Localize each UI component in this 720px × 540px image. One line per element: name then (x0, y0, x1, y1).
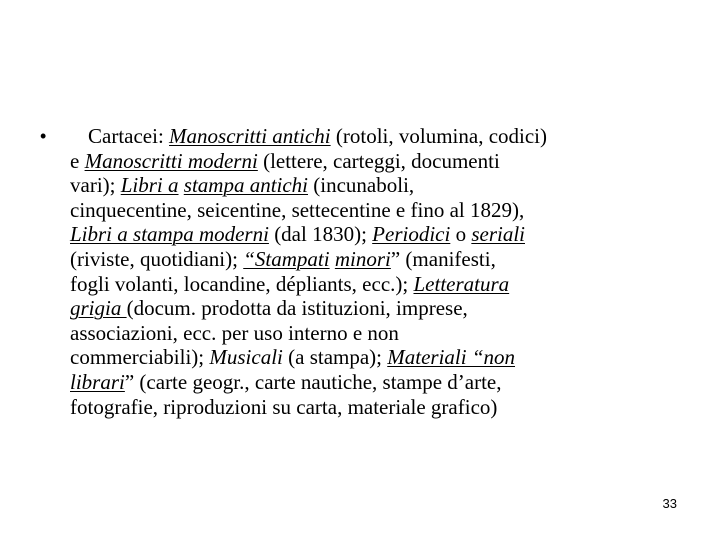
bullet-lines (40, 124, 680, 419)
text-segment: Libri a (120, 173, 179, 198)
text-segment: fogli volanti, locandine, dépliants, ecc.); (70, 271, 414, 296)
text-segment: o (450, 222, 472, 247)
text-segment: (lettere, carteggi, documenti (257, 148, 500, 173)
text-segment: stampa antichi (183, 173, 309, 198)
text-segment: e (70, 148, 85, 173)
text-line (40, 272, 680, 297)
text-segment: Manoscritti moderni (84, 148, 258, 173)
text-segment: minori (334, 246, 391, 271)
text-line (40, 296, 680, 321)
text-line (40, 149, 680, 174)
text-segment: (riviste, quotidiani); (70, 246, 244, 271)
text-segment: ” (manifesti, (390, 246, 496, 271)
text-segment: (incunaboli, (308, 173, 415, 198)
text-line (40, 124, 680, 149)
text-segment: Letteratura (413, 271, 510, 296)
text-line (40, 370, 680, 395)
text-segment: “Stampati (243, 246, 330, 271)
text-segment: vari); (70, 173, 121, 198)
text-segment: seriali (471, 222, 525, 247)
text-segment: (a stampa); (282, 345, 388, 370)
text-segment: Cartacei: (88, 124, 170, 148)
text-segment: (dal 1830); (268, 222, 373, 247)
text-line (40, 321, 680, 346)
text-segment: Manoscritti antichi (169, 124, 331, 148)
text-segment: associazioni, ecc. per uso interno e non (70, 320, 399, 345)
text-segment: ” (carte geogr., carte nautiche, stampe d’arte, (124, 369, 502, 394)
text-line (40, 395, 680, 420)
text-segment: Periodici (372, 222, 451, 247)
bullet-text-block (40, 124, 680, 419)
text-segment: Libri a stampa moderni (70, 222, 269, 247)
text-segment: (rotoli, volumina, codici) (330, 124, 547, 148)
text-line (40, 222, 680, 247)
page-number: 33 (662, 496, 677, 511)
bullet-icon: • (40, 126, 47, 146)
text-segment: commerciabili); (70, 345, 210, 370)
text-line (40, 247, 680, 272)
text-segment: cinquecentine, seicentine, settecentine e fino al 1829), (70, 197, 525, 222)
text-line (40, 173, 680, 198)
text-segment: Materiali “non (387, 345, 516, 370)
text-segment: grigia (70, 296, 127, 321)
text-line (40, 345, 680, 370)
text-segment: fotografie, riproduzioni su carta, materiale grafico) (70, 394, 498, 419)
text-line (40, 198, 680, 223)
text-segment: Musicali (209, 345, 283, 370)
text-segment: librari (70, 369, 125, 394)
text-segment: (docum. prodotta da istituzioni, imprese, (126, 296, 468, 321)
